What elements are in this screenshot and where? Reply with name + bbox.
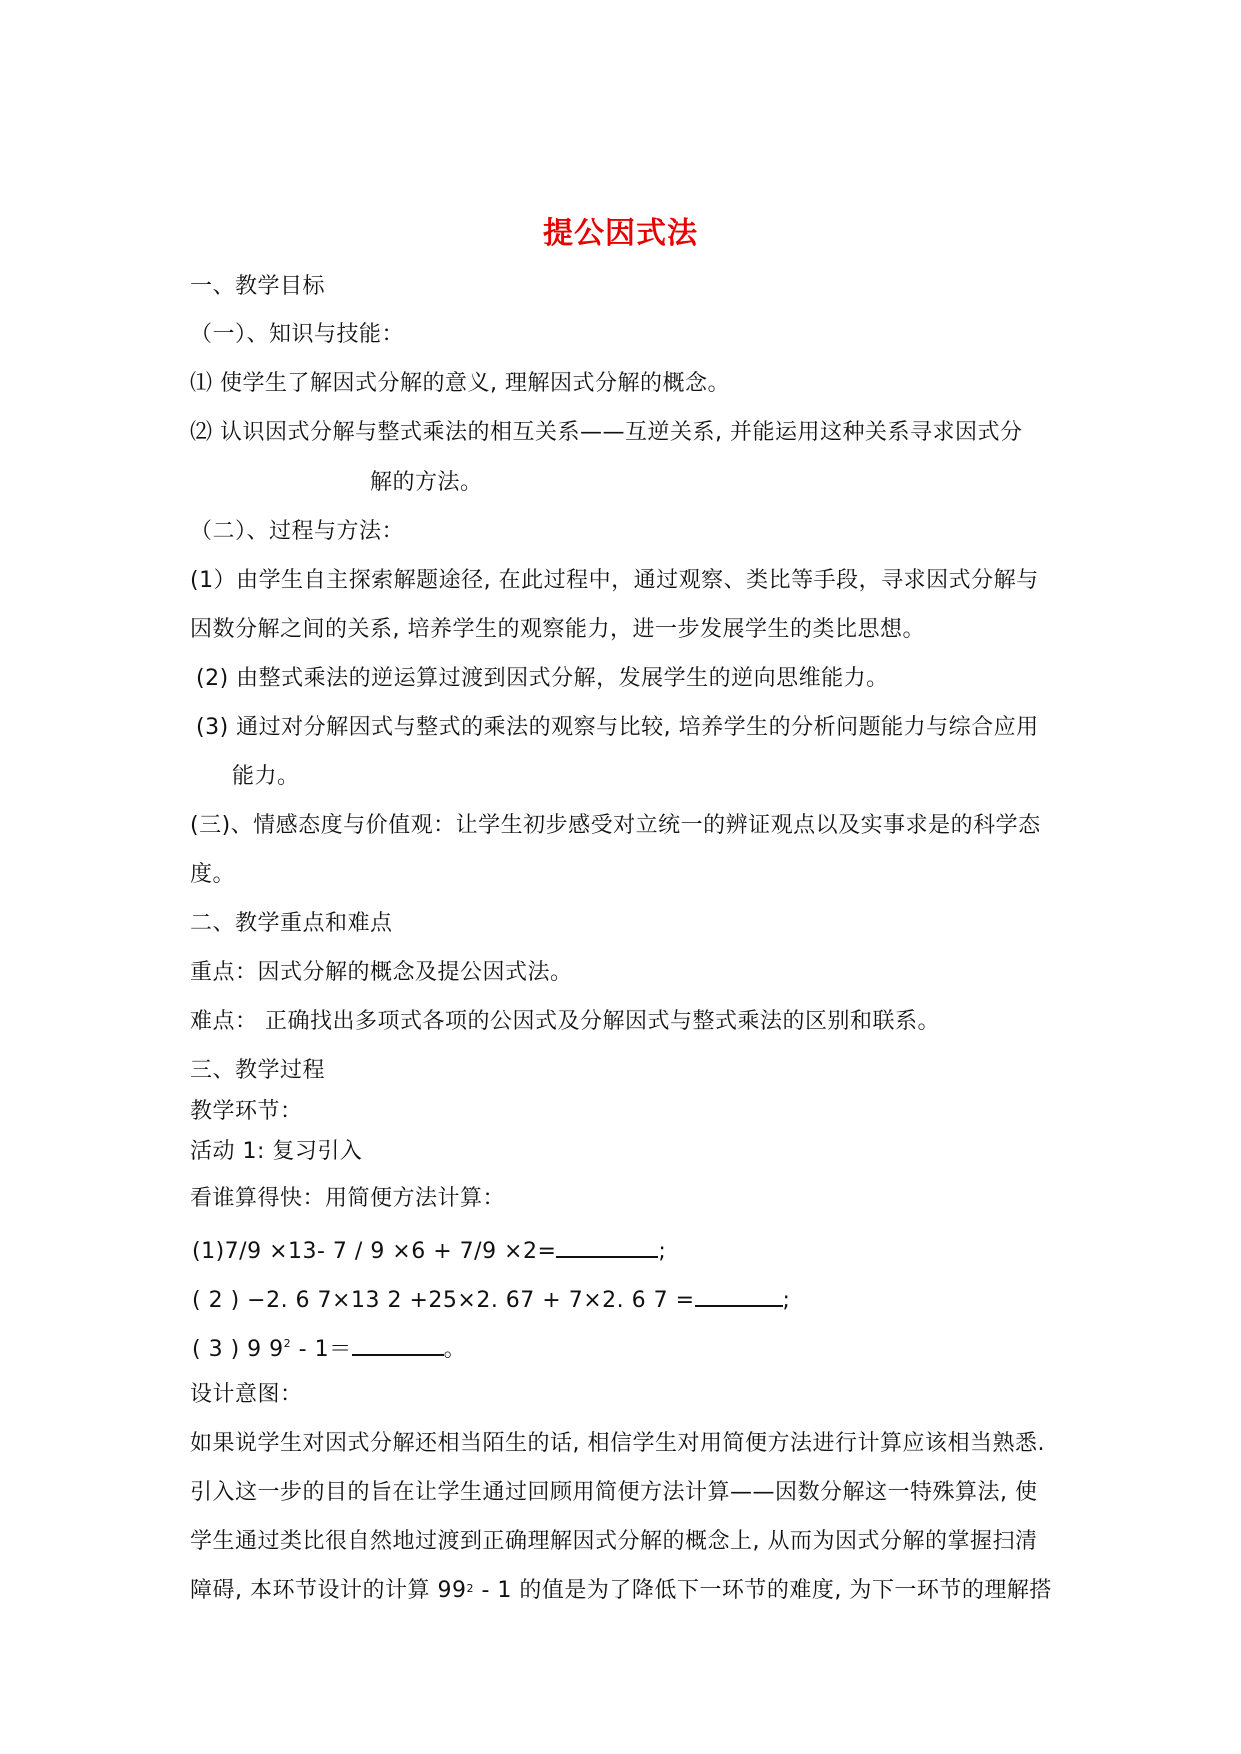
exercise-3-answer-blank bbox=[352, 1332, 444, 1356]
exercise-1-end: ; bbox=[658, 1239, 667, 1264]
design-intent-paragraph-line-1: 如果说学生对因式分解还相当陌生的话, 相信学生对用简便方法进行计算应该相当熟悉. bbox=[190, 1431, 1045, 1456]
process-item-3-continued: 能力。 bbox=[232, 764, 300, 789]
process-item-1-continued: 因数分解之间的关系, 培养学生的观察能力，进一步发展学生的类比思想。 bbox=[190, 617, 925, 642]
exercise-3-base: ( 3 ) 9 9 bbox=[192, 1337, 284, 1362]
knowledge-item-2: ⑵ 认识因式分解与整式乘法的相互关系——互逆关系, 并能运用这种关系寻求因式分 bbox=[190, 420, 1023, 445]
exercise-2-answer-blank bbox=[695, 1283, 783, 1307]
design-intent-paragraph-line-4 bbox=[190, 1577, 1052, 1605]
subsection-knowledge-skills: （一）、知识与技能： bbox=[190, 322, 405, 347]
subsection-process-method: （二）、过程与方法： bbox=[190, 519, 405, 544]
section-heading-teaching-process: 三、教学过程 bbox=[190, 1058, 326, 1083]
process-item-3: (3) 通过对分解因式与整式的乘法的观察与比较, 培养学生的分析问题能力与综合应用 bbox=[196, 715, 1039, 740]
quick-calculation-prompt: 看谁算得快：用简便方法计算： bbox=[190, 1186, 506, 1211]
section-heading-key-points: 二、教学重点和难点 bbox=[190, 911, 393, 936]
section-heading-objectives: 一、教学目标 bbox=[190, 274, 326, 299]
process-item-2: (2) 由整式乘法的逆运算过渡到因式分解，发展学生的逆向思维能力。 bbox=[196, 666, 889, 691]
exercise-3 bbox=[192, 1332, 466, 1364]
knowledge-item-1: ⑴ 使学生了解因式分解的意义, 理解因式分解的概念。 bbox=[190, 371, 730, 396]
key-point: 重点：因式分解的概念及提公因式法。 bbox=[190, 960, 573, 985]
subsection-attitude-values: (三)、情感态度与价值观：让学生初步感受对立统一的辨证观点以及实事求是的科学态 bbox=[190, 813, 1041, 838]
document-title: 提公因式法 bbox=[543, 216, 698, 251]
exercise-1-answer-blank bbox=[556, 1234, 658, 1258]
difficult-point: 难点： 正确找出多项式各项的公因式及分解因式与整式乘法的区别和联系。 bbox=[190, 1009, 940, 1034]
design-intent-label: 设计意图： bbox=[190, 1382, 303, 1407]
design-intent-line-4-end: - 1 的值是为了降低下一环节的难度, 为下一环节的理解搭 bbox=[473, 1578, 1052, 1603]
knowledge-item-2-continued: 解的方法。 bbox=[370, 470, 483, 495]
exercise-2 bbox=[192, 1283, 790, 1315]
exercise-2-end: ; bbox=[782, 1288, 791, 1313]
design-intent-line-4-start: 障碍, 本环节设计的计算 99 bbox=[190, 1578, 467, 1603]
exercise-3-rest: - 1＝ bbox=[291, 1337, 352, 1362]
design-intent-exponent: 2 bbox=[466, 1582, 474, 1595]
exercise-3-exponent: 2 bbox=[283, 1337, 292, 1350]
design-intent-paragraph-line-2: 引入这一步的目的旨在让学生通过回顾用简便方法计算——因数分解这一特殊算法, 使 bbox=[190, 1480, 1038, 1505]
teaching-stage-label: 教学环节： bbox=[190, 1099, 303, 1124]
exercise-3-end: 。 bbox=[443, 1337, 467, 1362]
subsection-attitude-values-continued: 度。 bbox=[190, 862, 236, 887]
exercise-1-text: (1)7/9 ×13- 7 / 9 ×6 + 7/9 ×2= bbox=[192, 1239, 557, 1264]
exercise-1 bbox=[192, 1234, 666, 1266]
exercise-2-text: ( 2 ) −2. 6 7×13 2 +25×2. 67 + 7×2. 6 7 = bbox=[192, 1288, 695, 1313]
activity-1-heading: 活动 1: 复习引入 bbox=[190, 1139, 363, 1164]
process-item-1: (1）由学生自主探索解题途径, 在此过程中，通过观察、类比等手段，寻求因式分解与 bbox=[190, 568, 1039, 593]
design-intent-paragraph-line-3: 学生通过类比很自然地过渡到正确理解因式分解的概念上, 从而为因式分解的掌握扫清 bbox=[190, 1529, 1038, 1554]
